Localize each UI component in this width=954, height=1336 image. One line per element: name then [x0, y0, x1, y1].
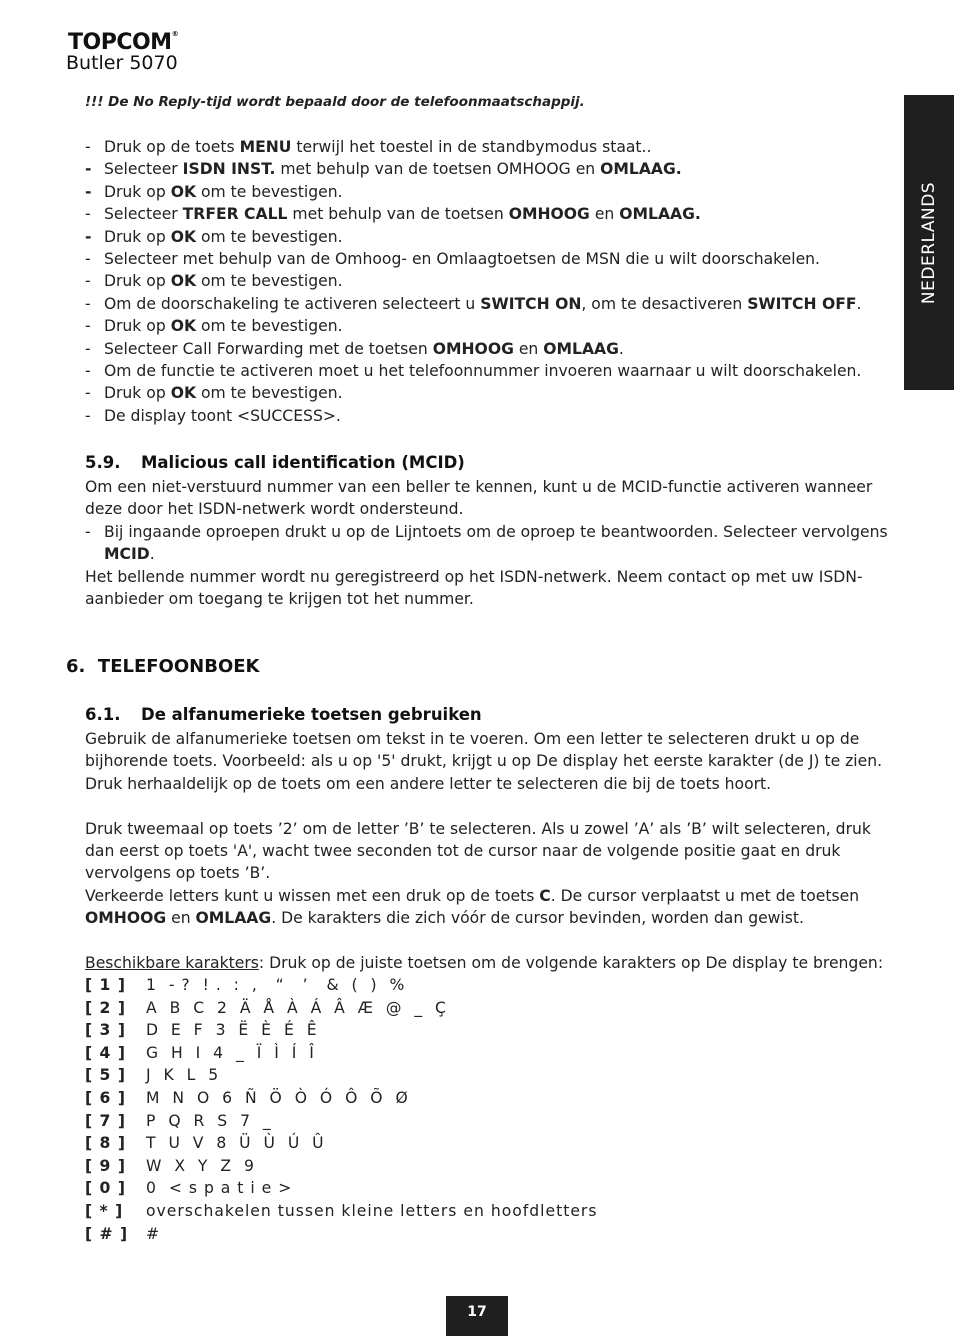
- character-row: [85, 1200, 597, 1223]
- chapter-heading: 6. TELEFOONBOEK: [66, 656, 260, 677]
- key-label: [ 8 ]: [85, 1134, 126, 1153]
- step-item: - Selecteer ISDN INST. met behulp van de toetsen OMHOOG en OMLAAG.: [85, 160, 682, 179]
- step-item: - Om de functie te activeren moet u het telefoonnummer invoeren waarnaar u wilt doorschakelen.: [85, 362, 862, 381]
- key-characters: M N O 6 Ñ Ö Ò Ó Ô Õ Ø: [146, 1088, 409, 1107]
- step-item: - Druk op OK om te bevestigen.: [85, 384, 343, 403]
- step-item: - Druk op de toets MENU terwijl het toestel in de standbymodus staat..: [85, 138, 652, 156]
- key-characters: W X Y Z 9: [146, 1156, 255, 1175]
- key-characters: A B C 2 Ä Å À Á Â Æ @ _ Ç: [146, 998, 447, 1017]
- key-label: [ 3 ]: [85, 1021, 126, 1040]
- key-characters: T U V 8 Ü Ù Ú Û: [146, 1134, 325, 1153]
- key-characters: 0 < s p a t i e >: [146, 1179, 293, 1198]
- key-characters: #: [146, 1224, 161, 1243]
- character-row: [85, 974, 597, 997]
- step-item: - Druk op OK om te bevestigen.: [85, 317, 343, 336]
- character-row: [85, 1064, 597, 1087]
- key-label: [ 7 ]: [85, 1111, 126, 1130]
- key-characters: J K L 5: [146, 1066, 220, 1085]
- step-item: - Druk op OK om te bevestigen.: [85, 272, 343, 291]
- key-label: [ # ]: [85, 1224, 129, 1243]
- section-heading-mcid: 5.9. Malicious call identification (MCID): [85, 453, 465, 472]
- section-heading-6-1: 6.1. De alfanumerieke toetsen gebruiken: [85, 705, 482, 724]
- topcom-logo: TOPCOM®: [68, 30, 179, 55]
- step-item: - Druk op OK om te bevestigen.: [85, 227, 343, 246]
- key-label: [ 1 ]: [85, 976, 126, 994]
- key-characters: overschakelen tussen kleine letters en hoofdletters: [146, 1201, 598, 1220]
- character-row: [85, 1132, 597, 1155]
- key-label: [ * ]: [85, 1201, 124, 1220]
- key-label: [ 9 ]: [85, 1156, 126, 1175]
- character-row: [85, 1223, 597, 1246]
- character-row: [85, 1155, 597, 1178]
- key-characters: D E F 3 Ë È É Ê: [146, 1021, 318, 1040]
- character-row: [85, 1177, 597, 1200]
- language-tab: [904, 95, 954, 390]
- model-name: Butler 5070: [66, 52, 178, 74]
- character-row: [85, 1042, 597, 1065]
- step-item: - Selecteer TRFER CALL met behulp van de toetsen OMHOOG en OMLAAG.: [85, 205, 701, 224]
- step-item: - Selecteer Call Forwarding met de toetsen OMHOOG en OMLAAG.: [85, 339, 624, 358]
- key-label: [ 0 ]: [85, 1179, 126, 1198]
- key-label: [ 6 ]: [85, 1088, 126, 1107]
- no-reply-note: !!! De No Reply-tijd wordt bepaald door de telefoonmaatschappij.: [85, 94, 585, 110]
- character-row: [85, 1019, 597, 1042]
- key-characters: G H I 4 _ Ï Ì Í Î: [146, 1043, 315, 1062]
- mcid-body: Om een niet-verstuurd nummer van een beller te kennen, kunt u de MCID-functie activeren wanneer deze door het ISDN-netwerk wordt ondersteund. - Bij ingaande oproepen drukt u op de Lijntoets om de oproep te beantwoorden. Selecteer vervolgens MCID. Het bellende nummer wordt nu geregistreerd op het ISDN-netwerk. Neem contact op met uw ISDN- aanbieder om toegang te krijgen tot het nummer.: [85, 478, 888, 609]
- character-row: [85, 1110, 597, 1133]
- step-item: - Selecteer met behulp van de Omhoog- en Omlaagtoetsen de MSN die u wilt doorschakelen.: [85, 250, 821, 269]
- key-characters: 1 - ? ! . : , “ ’ & ( ) %: [146, 976, 406, 994]
- key-characters: P Q R S 7 _: [146, 1111, 272, 1130]
- character-row: [85, 1087, 597, 1110]
- key-label: [ 5 ]: [85, 1066, 126, 1085]
- step-item: - Om de doorschakeling te activeren selecteert u SWITCH ON, om te desactiveren SWITCH OFF.: [85, 294, 862, 313]
- key-label: [ 2 ]: [85, 998, 126, 1017]
- character-table: [85, 974, 597, 1245]
- section-6-1-body: Gebruik de alfanumerieke toetsen om tekst in te voeren. Om een letter te selecteren drukt u op de bijhorende toets. Voorbeeld: als u op '5' drukt, krijgt u op De display het eerste karakter (de J) te zien. Druk herhaaldelijk op de toets om een andere letter te selecteren die bij de toets hoort. Druk tweemaal op toets ’2’ om de letter ’B’ te selecteren. Als u zowel ’A’ als ’B’ wilt selecteren, druk dan eerst op toets 'A', wacht twee seconden tot de cursor naar de volgende positie gaat en druk vervolgens op toets ’B’. Verkeerde letters kunt u wissen met een druk op de toets C. De cursor verplaatst u met de toetsen OMHOOG en OMLAAG. De karakters die zich vóór de cursor bevinden, worden dan gewist. Beschikbare karakters: Druk op de juiste toetsen om de volgende karakters op De display te brengen:: [85, 730, 884, 973]
- page-number: 17: [446, 1296, 508, 1336]
- key-label: [ 4 ]: [85, 1043, 126, 1062]
- character-row: [85, 997, 597, 1020]
- language-tab-label: NEDERLANDS: [919, 181, 940, 304]
- step-item: - Druk op OK om te bevestigen.: [85, 182, 343, 201]
- forwarding-steps-list: [85, 136, 862, 427]
- step-item: - De display toont <SUCCESS>.: [85, 406, 341, 425]
